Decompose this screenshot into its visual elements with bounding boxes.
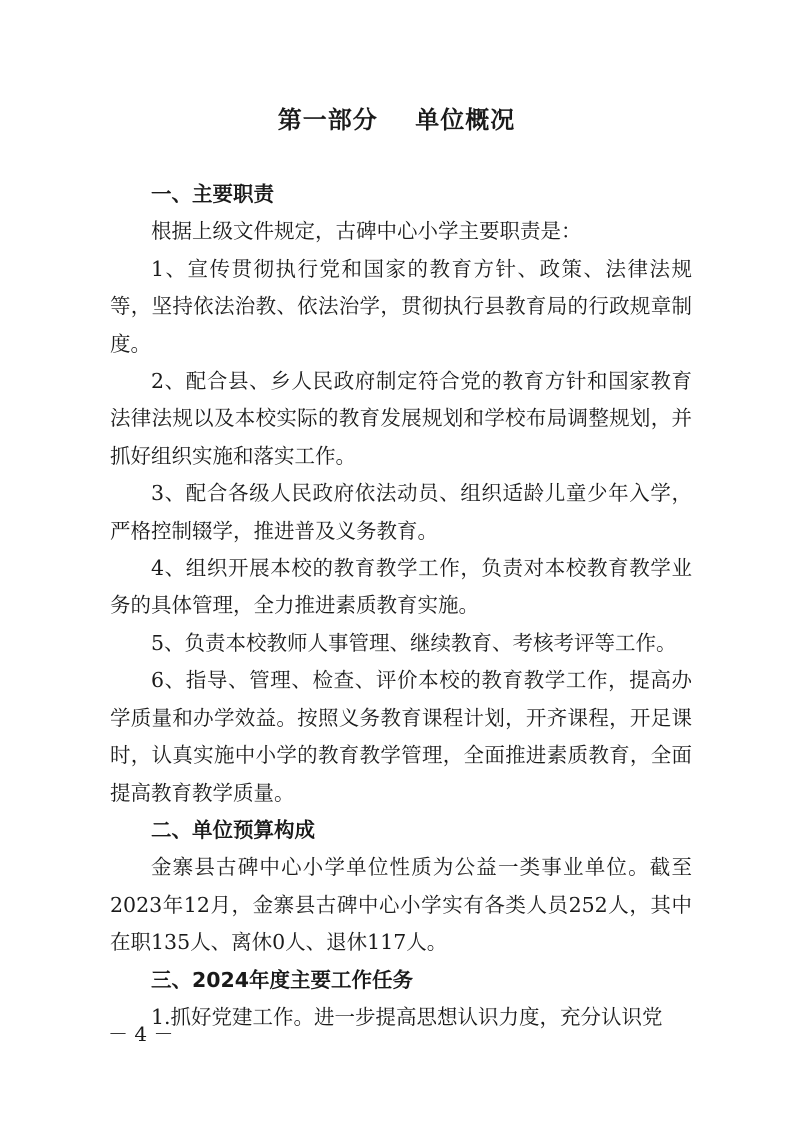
- paragraph-task-1: 1.抓好党建工作。进一步提高思想认识力度，充分认识党: [151, 1004, 663, 1029]
- document-body: [110, 176, 692, 1036]
- paragraph-duty-2: 2、配合县、乡人民政府制定符合党的教育方针和国家教育法律法规以及本校实际的教育发展规划和学校布局调整规划，并抓好组织实施和落实工作。: [110, 369, 692, 468]
- section-heading-duties: 一、主要职责: [151, 182, 274, 206]
- paragraph-duty-1: 1、宣传贯彻执行党和国家的教育方针、政策、法律法规等，坚持依法治教、依法治学，贯彻执行县教育局的行政规章制度。: [110, 256, 692, 356]
- paragraph-intro: 根据上级文件规定，古碑中心小学主要职责是：: [151, 219, 582, 244]
- section-heading-tasks: 三、2024年度主要工作任务: [151, 967, 414, 992]
- paragraph-budget: 金寨县古碑中心小学单位性质为公益一类事业单位。截至2023年12月，金寨县古碑中心小学实有各类人员252人，其中在职135人、离休0人、退休117人。: [110, 855, 692, 955]
- paragraph-duty-4: 4、组织开展本校的教育教学工作，负责对本校教育教学业务的具体管理，全力推进素质教育实施。: [110, 556, 692, 618]
- paragraph-duty-3: 3、配合各级人民政府依法动员、组织适龄儿童少年入学，严格控制辍学，推进普及义务教育。: [110, 481, 692, 543]
- page-number: － 4 －: [108, 1022, 174, 1046]
- paragraph-duty-6: 6、指导、管理、检查、评价本校的教育教学工作，提高办学质量和办学效益。按照义务教育课程计划，开齐课程，开足课时，认真实施中小学的教育教学管理，全面推进素质教育，全面提高教育教学质量。: [110, 668, 692, 805]
- section-heading-budget: 二、单位预算构成: [151, 817, 315, 842]
- paragraph-duty-5: 5、负责本校教师人事管理、继续教育、考核考评等工作。: [151, 630, 677, 655]
- page-title: 第一部分 单位概况: [277, 106, 516, 134]
